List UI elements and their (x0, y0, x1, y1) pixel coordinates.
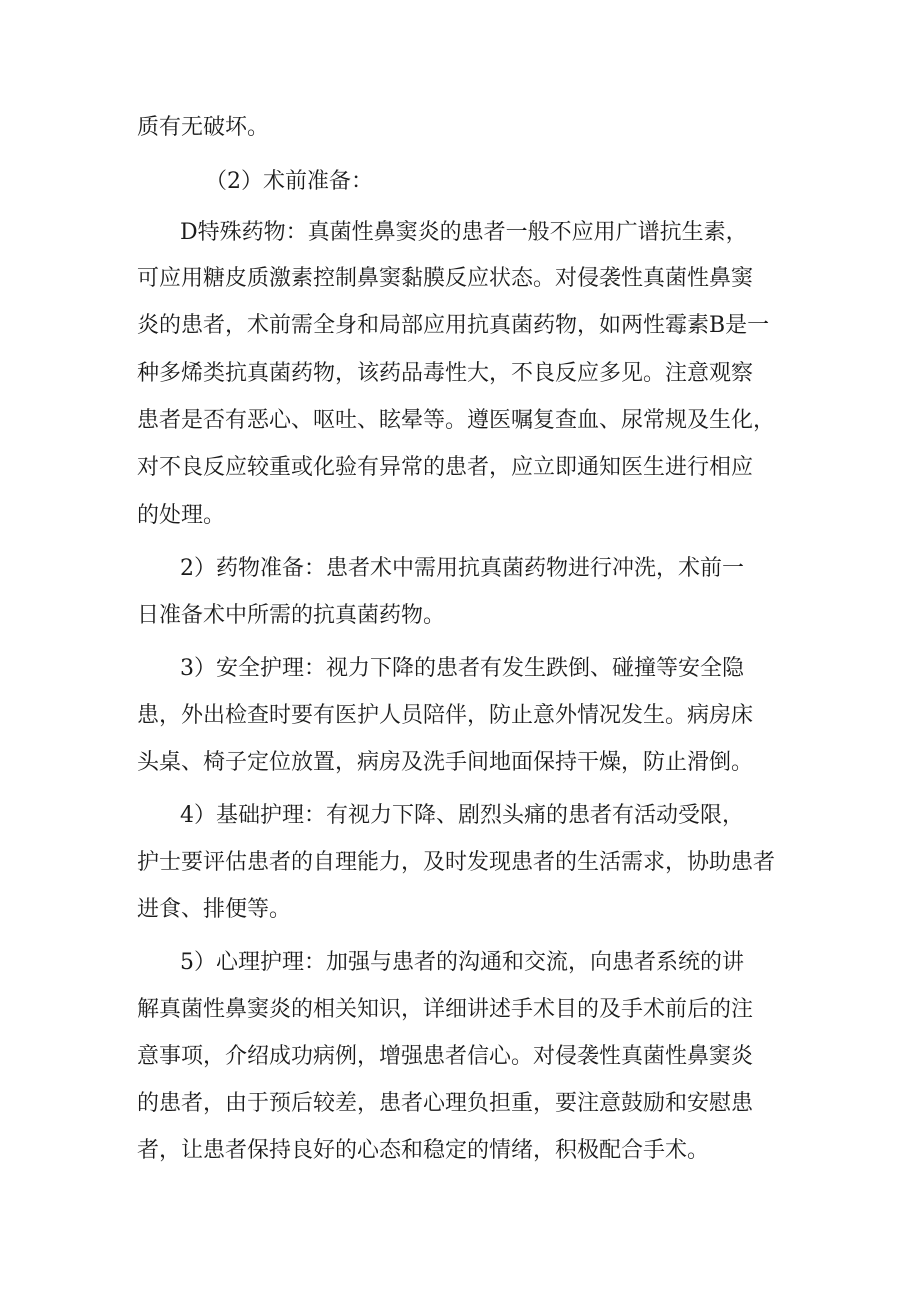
text-line: 患，外出检查时要有医护人员陪伴，防止意外情况发生。病房床 (137, 703, 754, 728)
text-line: 护士要评估患者的自理能力，及时发现患者的生活需求，协助患者 (137, 850, 776, 875)
text-line: 质有无破坏。 (137, 115, 270, 140)
text-line: 3）安全护理：视力下降的患者有发生跌倒、碰撞等安全隐 (180, 656, 744, 681)
text-line: 可应用糖皮质激素控制鼻窦黏膜反应状态。对侵袭性真菌性鼻窦 (137, 266, 754, 291)
text-line: D特殊药物：真菌性鼻窦炎的患者一般不应用广谱抗生素， (180, 220, 748, 245)
text-line: 种多烯类抗真菌药物，该药品毒性大，不良反应多见。注意观察 (137, 361, 754, 386)
text-line: 炎的患者，术前需全身和局部应用抗真菌药物，如两性霉素B是一 (137, 313, 770, 338)
text-line: 的处理。 (137, 503, 226, 528)
text-line: 解真菌性鼻窦炎的相关知识，详细讲述手术目的及手术前后的注 (137, 997, 754, 1022)
text-line: 患者是否有恶心、呕吐、眩晕等。遵医嘱复查血、尿常规及生化， (137, 408, 776, 433)
text-line: 者，让患者保持良好的心态和稳定的情绪，积极配合手术。 (137, 1138, 710, 1163)
text-line: 对不良反应较重或化验有异常的患者，应立即通知医生进行相应 (137, 455, 754, 480)
text-line: 头桌、椅子定位放置，病房及洗手间地面保持干燥，防止滑倒。 (137, 750, 754, 775)
text-line: 2）药物准备：患者术中需用抗真菌药物进行冲洗，术前一 (180, 556, 744, 581)
section-heading: （2）术前准备： (205, 169, 373, 194)
text-line: 4）基础护理：有视力下降、剧烈头痛的患者有活动受限， (180, 803, 744, 828)
text-line: 5）心理护理：加强与患者的沟通和交流，向患者系统的讲 (180, 950, 744, 975)
text-line: 的患者，由于预后较差，患者心理负担重，要注意鼓励和安慰患 (137, 1091, 754, 1116)
text-line: 意事项，介绍成功病例，增强患者信心。对侵袭性真菌性鼻窦炎 (137, 1044, 754, 1069)
text-line: 日准备术中所需的抗真菌药物。 (137, 603, 446, 628)
text-line: 进食、排便等。 (137, 897, 292, 922)
